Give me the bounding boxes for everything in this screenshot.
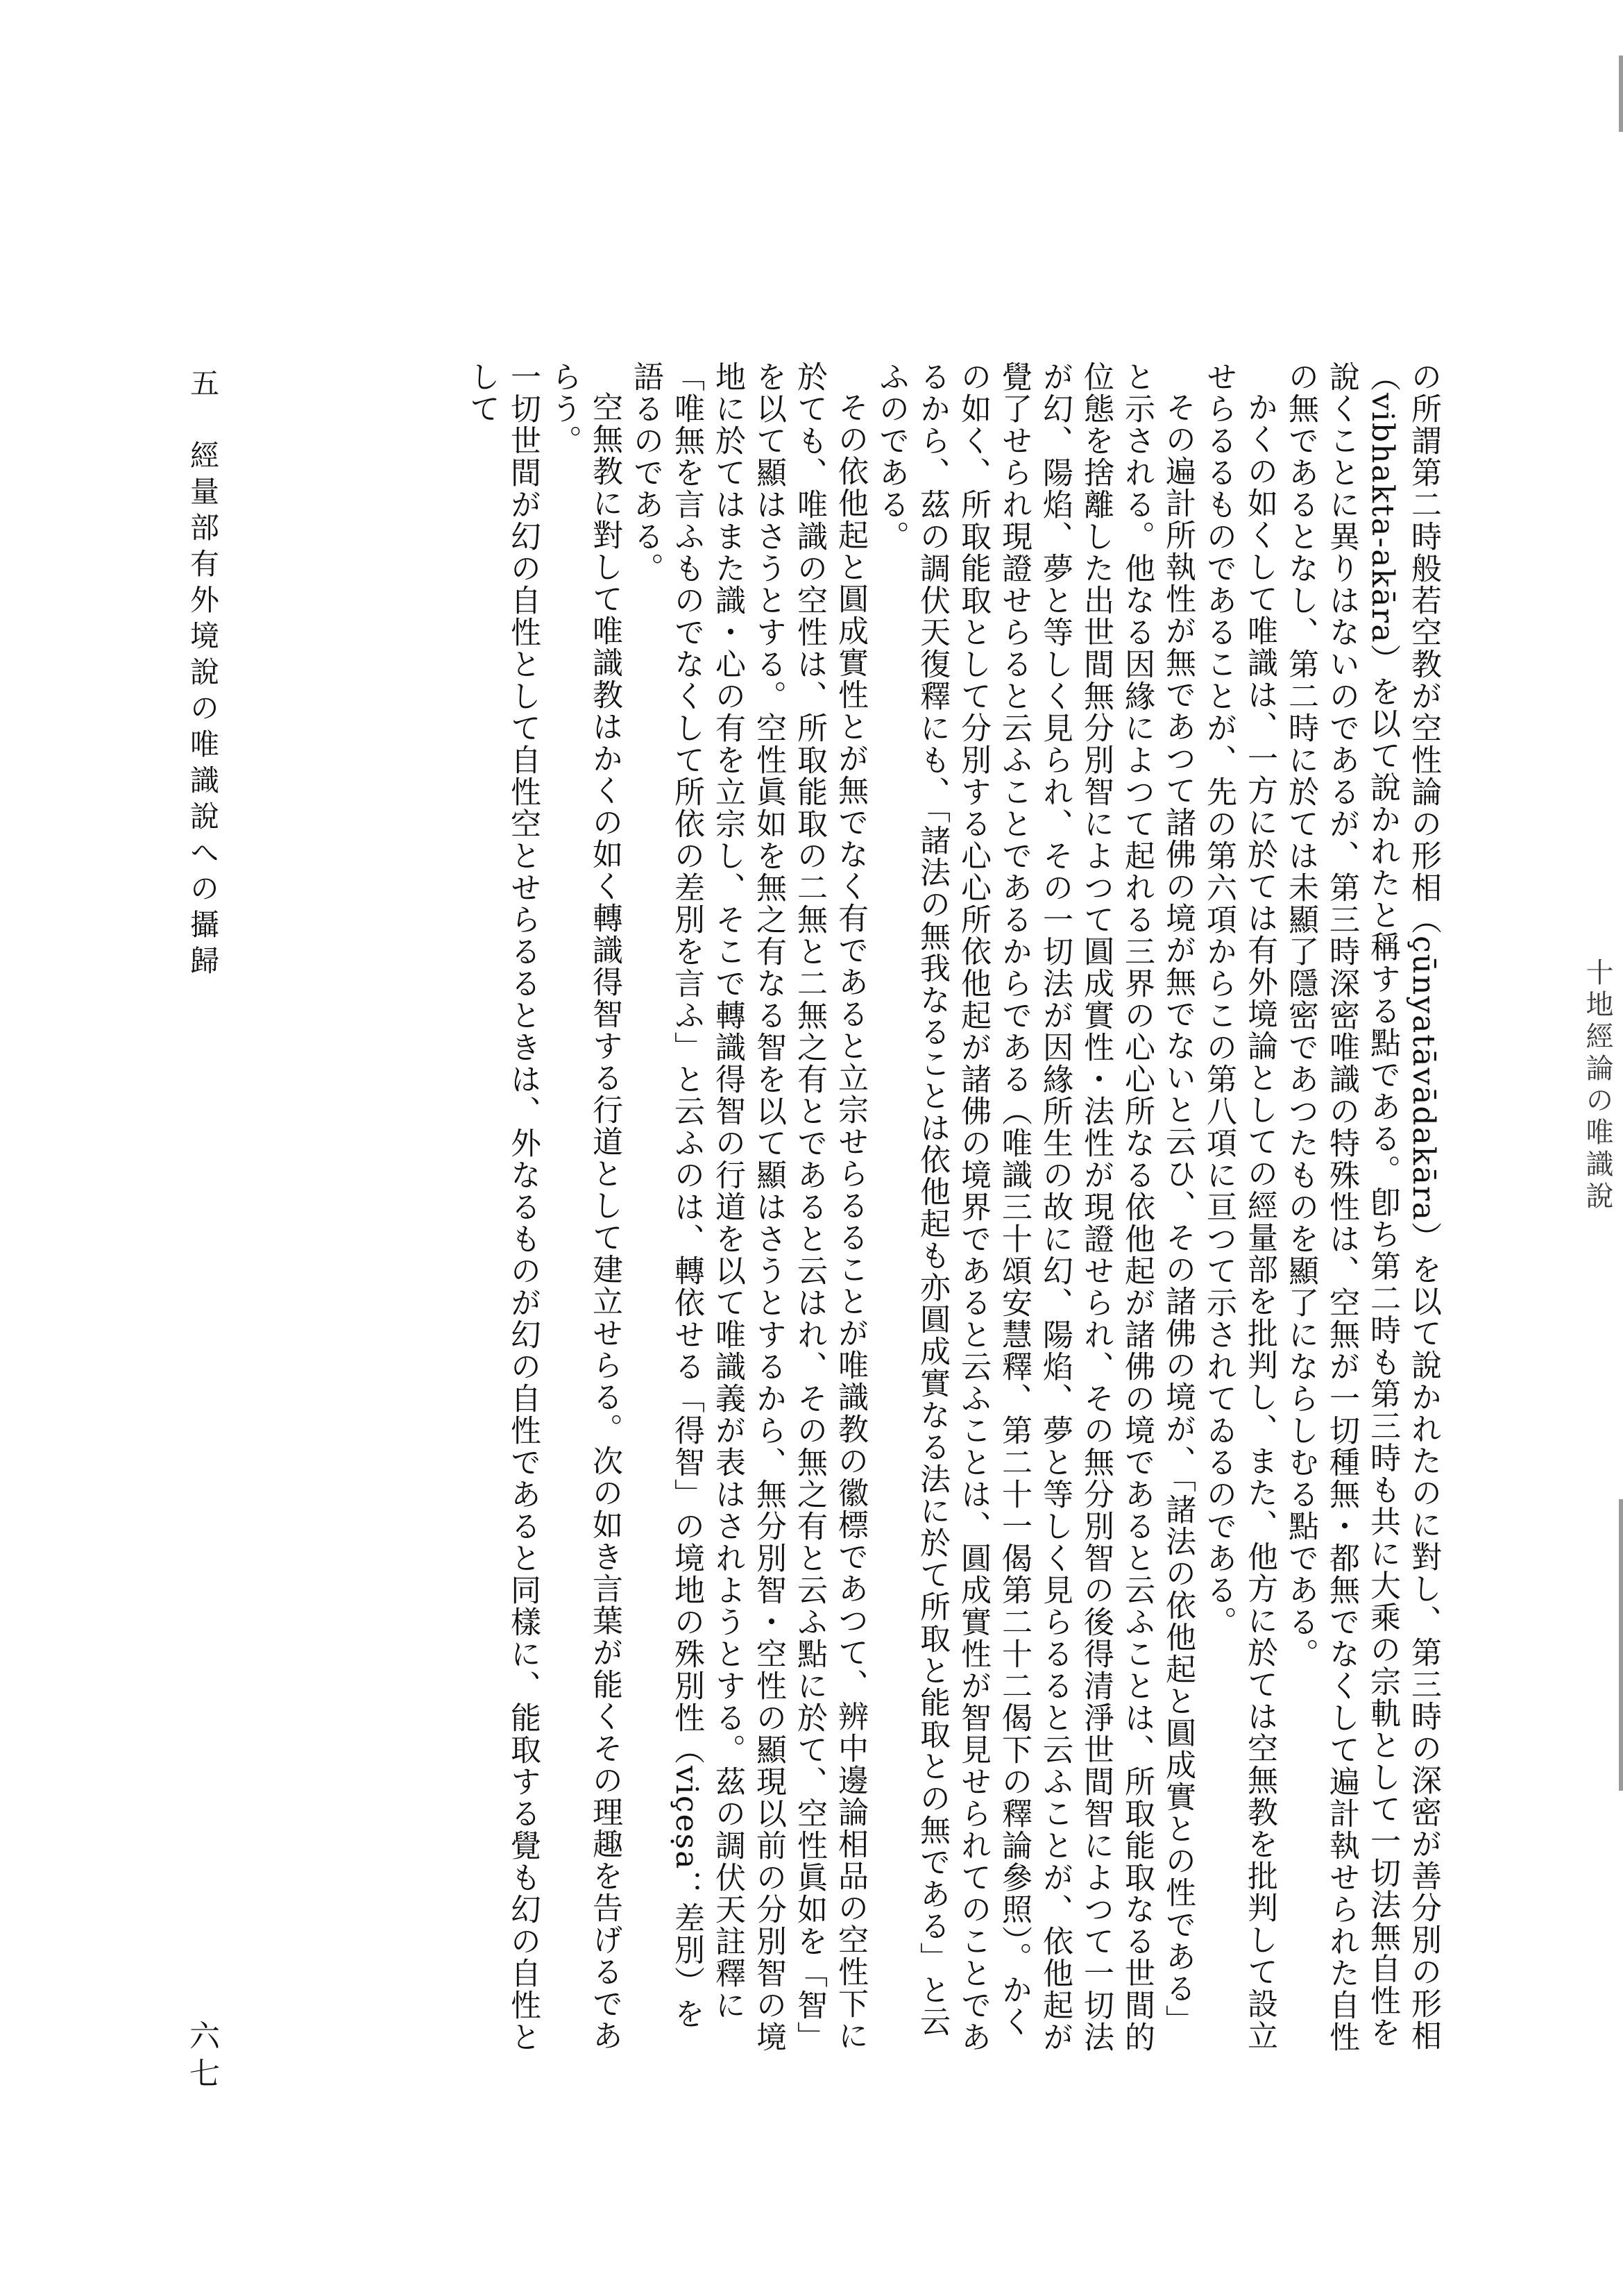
paragraph-5: 空無教に對して唯識教はかくの如く轉識得智する行道として建立せらる。次の如き言葉が能くその理趣を告げるであらう。 <box>546 361 622 2052</box>
scan-edge-mark <box>1619 1499 1623 1791</box>
paragraph-4: その依他起と圓成實性とが無でなく有であると立宗せらるることが唯識教の徽標であつて、辨中邊論相品の空性下に於ても、唯識の空性は、所取能取の二無と二無之有とであると云はれ、その無之有と云ふ點に於て、空性眞如を「智」を以て顯はさうとする。空性眞如を無之有なる智を以て顯はさうとするから、無分別智・空性の顯現以前の分別智の境地に於てはまた識・心の有を立宗し、そこで轉識得智の行道を以て唯識義が表はされようとする。茲の調伏天註釋に「唯無を言ふものでなくして所依の差別を言ふ」と云ふのは、轉依せる「得智」の境地の殊別性（viçeṣa：差別）を語るのである。 <box>628 361 868 2053</box>
page-number: 六七 <box>184 2020 219 2095</box>
paragraph-3: その遍計所執性が無であつて諸佛の境が無でないと云ひ、その諸佛の境が、「諸法の依他起と圓成實との性である」と示される。他なる因緣によつて起れる三界の心心所なる依他起が諸佛の境であると云ふことは、所取能取なる世間的位態を捨離した出世間無分別智によつて圓成實性・法性が現證せられ、その無分別智の後得清淨世間智によつて一切法が幻、陽焰、夢と等しく見られ、その一切法が因緣所生の故に幻、陽焰、夢と等しく見らるると云ふことが、依他起が覺了せられ現證せらると云ふことであるからである（唯識三十頌安慧釋、第二十一偈第二十二偈下の釋論參照）。かくの如く、所取能取として分別する心心所依他起が諸佛の境界であると云ふことは、圓成實性が智見せられてのことであるから、茲の調伏天復釋にも、「諸法の無我なることは依他起も亦圓成實なる法に於て所取と能取との無である」と云ふのである。 <box>874 361 1196 2053</box>
paragraph-6: 一切世間が幻の自性として自性空とせらるるときは、外なるものが幻の自性であると同樣に、能取する覺も幻の自性として <box>464 361 541 2053</box>
body-text <box>126 361 1444 2054</box>
paragraph-2: かくの如くして唯識は、一方に於ては有外境論としての經量部を批判し、また、他方に於ては空無教を批判して設立せらるるものであることが、先の第六項からこの第八項に亘つて示されてゐるのである。 <box>1201 361 1277 2052</box>
running-head: 十地經論の唯識說 <box>1581 958 1613 1213</box>
scan-edge-mark <box>1619 56 1623 132</box>
chapter-title: 五 經量部有外境說の唯識說への攝歸 <box>186 368 220 981</box>
paragraph-1: の所謂第二時般若空教が空性論の形相（çūnyatāvādakāra）を以て說かれたのに對し、第三時の深密が善分別の形相（vibhakta-akāra）を以て說かれたと稱する點である。卽ち第二時も第三時も共に大乘の宗軌として一切法無自性を說くことに異りはないのであるが、第三時深密唯識の特殊性は、空無が一切種無・都無でなくして遍計執せられた自性の無であるとなし、第二時に於ては未顯了隱密であつたものを顯了にならしむる點である。 <box>1283 361 1441 2053</box>
